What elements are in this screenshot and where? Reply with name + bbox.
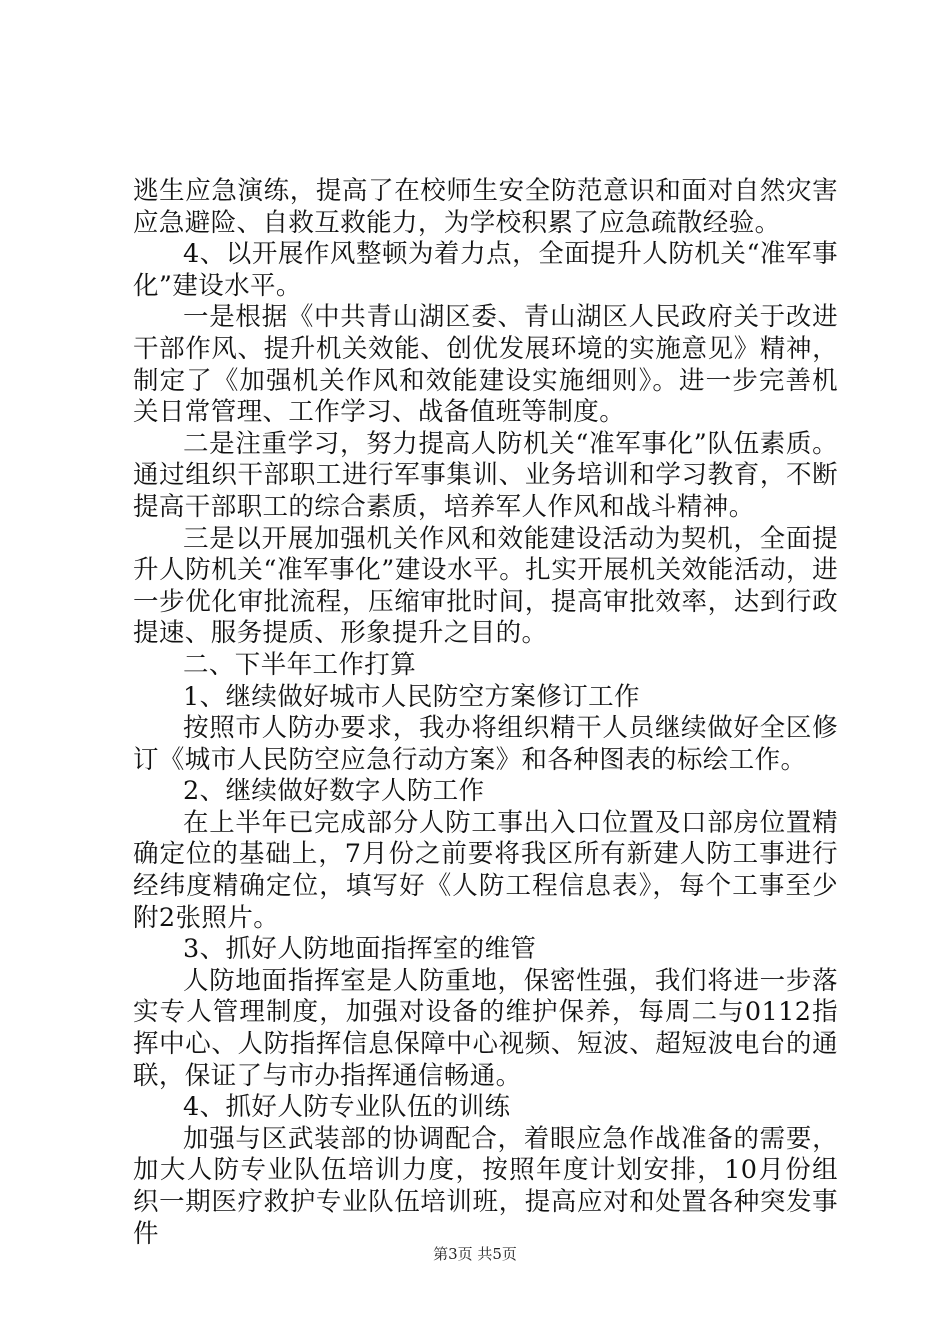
document-paragraph: 4、抓好人防专业队伍的训练 bbox=[183, 1092, 511, 1123]
document-paragraph: 1、继续做好城市人民防空方案修订工作 bbox=[183, 681, 640, 712]
document-paragraph: 2、继续做好数字人防工作 bbox=[183, 776, 485, 807]
document-paragraph: 一是根据《中共青山湖区委、青山湖区人民政府关于改进干部作风、提升机关效能、创优发展环境的实施意见》精神，制定了《加强机关作风和效能建设实施细则》。进一步完善机关日常管理、工作学习、战备值班等制度。 bbox=[133, 302, 838, 428]
document-paragraph: 人防地面指挥室是人防重地，保密性强，我们将进一步落实专人管理制度，加强对设备的维护保养，每周二与0112指挥中心、人防指挥信息保障中心视频、短波、超短波电台的通联，保证了与市办指挥通信畅通。 bbox=[133, 965, 838, 1091]
page-footer: 第3页 共5页 bbox=[433, 1245, 517, 1263]
document-paragraph: 4、以开展作风整顿为着力点，全面提升人防机关“准军事化”建设水平。 bbox=[133, 239, 838, 301]
document-paragraph: 二、下半年工作打算 bbox=[183, 649, 417, 680]
document-paragraph: 在上半年已完成部分人防工事出入口位置及口部房位置精确定位的基础上，7月份之前要将我区所有新建人防工事进行经纬度精确定位，填写好《人防工程信息表》，每个工事至少附2张照片。 bbox=[133, 807, 838, 933]
document-paragraph: 逃生应急演练，提高了在校师生安全防范意识和面对自然灾害应急避险、自救互救能力，为学校积累了应急疏散经验。 bbox=[133, 176, 838, 238]
document-body bbox=[133, 176, 838, 1250]
document-paragraph: 加强与区武装部的协调配合，着眼应急作战准备的需要，加大人防专业队伍培训力度，按照年度计划安排，10月份组织一期医疗救护专业队伍培训班，提高应对和处置各种突发事件 bbox=[133, 1123, 838, 1249]
document-paragraph: 按照市人防办要求，我办将组织精干人员继续做好全区修订《城市人民防空应急行动方案》和各种图表的标绘工作。 bbox=[133, 713, 838, 775]
document-paragraph: 三是以开展加强机关作风和效能建设活动为契机，全面提升人防机关“准军事化”建设水平。扎实开展机关效能活动，进一步优化审批流程，压缩审批时间，提高审批效率，达到行政提速、服务提质、形象提升之目的。 bbox=[133, 523, 838, 649]
document-paragraph: 3、抓好人防地面指挥室的维管 bbox=[183, 934, 537, 965]
document-paragraph: 二是注重学习，努力提高人防机关“准军事化”队伍素质。通过组织干部职工进行军事集训、业务培训和学习教育，不断提高干部职工的综合素质，培养军人作风和战斗精神。 bbox=[133, 428, 838, 522]
